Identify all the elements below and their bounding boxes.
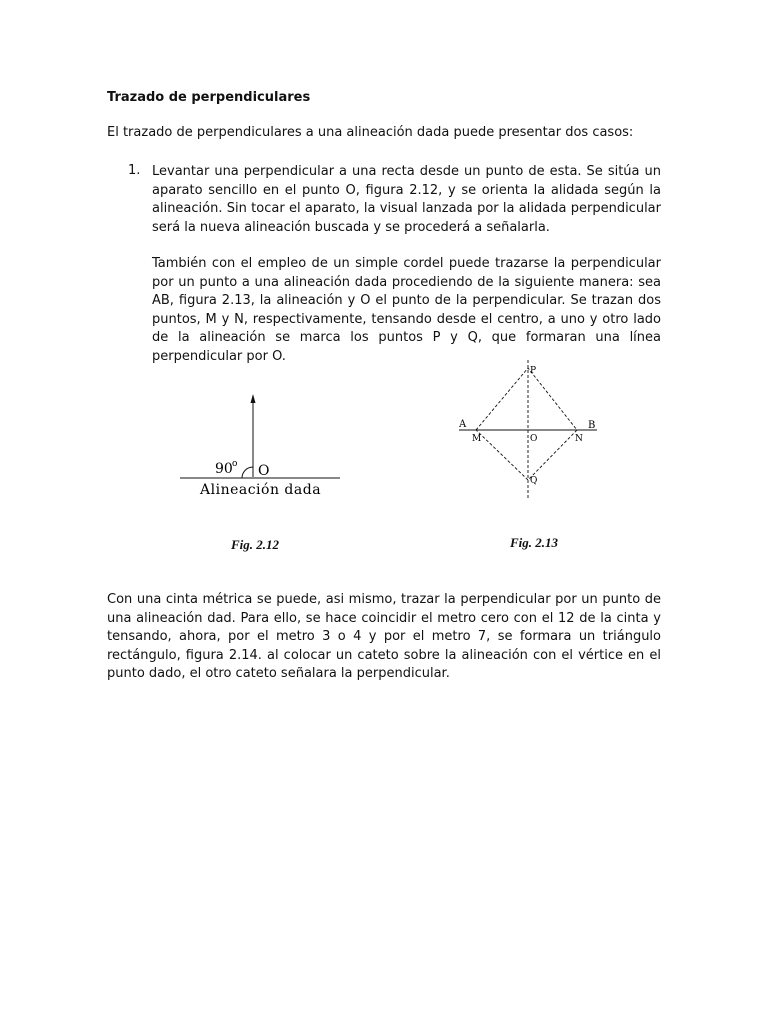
label-b: B xyxy=(588,420,596,431)
rhombus-mpnq xyxy=(476,368,577,480)
label-o: O xyxy=(530,434,538,444)
figure-2-13 xyxy=(452,355,602,500)
arrow-head xyxy=(251,394,256,403)
label-p: P xyxy=(530,366,537,376)
figure-2-12-caption: Fig. 2.12 xyxy=(231,537,280,552)
list-item-text: Levantar una perpendicular a una recta desde un punto de esta. Se sitúa un aparato sencillo en el punto O, figura 2.12, y se orienta la alidada según la alineación. Sin tocar el aparato, la visual lanzada por la alidada perpendicular será la nueva alineación buscada y se procederá a señalarla. xyxy=(152,164,661,235)
figure-2-13-drawing xyxy=(452,355,602,500)
right-angle-arc xyxy=(242,467,253,478)
section-title: Trazado de perpendiculares xyxy=(107,90,311,105)
figure-2-12 xyxy=(178,390,342,500)
label-a: A xyxy=(459,419,467,430)
label-n: N xyxy=(575,434,583,444)
point-o-label: O xyxy=(258,463,270,479)
list-item-number: 1. xyxy=(128,163,141,178)
label-q: Q xyxy=(530,476,538,486)
list-item-text-continued: También con el empleo de un simple cordel puede trazarse la perpendicular por un punto a una alineación dada procediendo de la siguiente manera: sea AB, figura 2.13, la alineación y O el punto de la perpendicular. Se trazan dos puntos, M y N, respectivamente, tensando desde el centro, a uno y otro lado de la alineación se marca los puntos P y Q, que formaran una línea perpendicular por O. xyxy=(152,256,661,364)
angle-label: 90 xyxy=(215,461,233,477)
intro-paragraph: El trazado de perpendiculares a una alineación dada puede presentar dos casos: xyxy=(107,125,634,140)
degree-mark: o xyxy=(232,459,238,469)
figure-2-12-drawing xyxy=(178,390,342,500)
alignment-label: Alineación dada xyxy=(200,482,322,498)
closing-paragraph: Con una cinta métrica se puede, asi mismo, trazar la perpendicular por un punto de una alineación dad. Para ello, se hace coincidir el metro cero con el 12 de la cinta y tensando, ahora, por el metro 3 o 4 y por el metro 7, se formara un triángulo rectángulo, figura 2.14. al colocar un cateto sobre la alineación con el vértice en el punto dado, el otro cateto señalara la perpendicular. xyxy=(107,592,661,682)
figure-2-13-caption: Fig. 2.13 xyxy=(510,535,559,550)
label-m: M xyxy=(472,434,482,444)
